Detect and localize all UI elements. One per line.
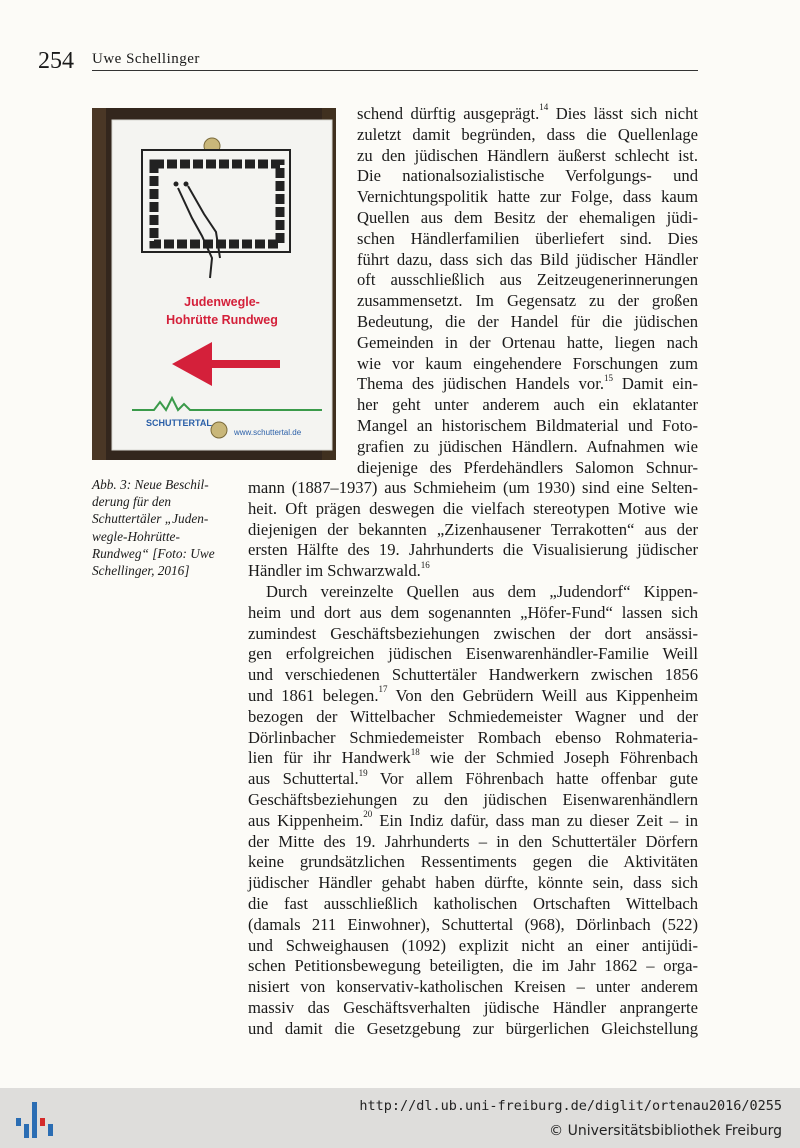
trail-sign-illustration: [92, 108, 336, 460]
text-line: [357, 312, 698, 333]
text-run: Damit ein-: [612, 374, 698, 394]
text-run: Dies lässt sich nicht: [548, 104, 698, 123]
text-run: nisiert von konservativ-katholischen Kreisen – unter anderem: [248, 977, 698, 997]
caption-line: Schellinger, 2016]: [92, 563, 190, 579]
text-run: jüdischer Händler gehabt haben dürfte, könnte sein, dass sich: [248, 873, 698, 893]
text-run: schend dürftig ausgeprägt.: [357, 104, 540, 123]
sign-url: www.schuttertal.de: [234, 428, 302, 437]
text-run: schen Petitionsbewegung beteiligten, die im Jahr 1862 – orga-: [248, 956, 698, 976]
caption-line: Abb. 3: Neue Beschil-: [92, 477, 209, 492]
text-line: [248, 998, 698, 1019]
text-run: Thema des jüdischen Handels vor.: [357, 374, 604, 394]
text-run: und damit die Gesetzgebung zur bürgerlichen Gleichstellung: [248, 1018, 698, 1038]
figure-photo: [92, 108, 336, 460]
header-rule: [92, 70, 698, 71]
text-line: [357, 146, 698, 167]
text-line: [248, 478, 698, 499]
text-run: grafien zu jüdischen Händlern. Aufnahmen wie: [357, 436, 698, 456]
text-line: [357, 354, 698, 375]
text-line: [357, 166, 698, 187]
text-line: [357, 416, 698, 437]
text-run: führt dazu, dass sich das Bild jüdischer Händler: [357, 249, 698, 269]
text-line: [357, 333, 698, 354]
text-line: [357, 250, 698, 271]
text-line: [357, 374, 698, 395]
text-line: [248, 665, 698, 686]
sign-title-line2: Hohrütte Rundweg: [166, 313, 278, 327]
text-run: zumindest Geschäftsbeziehungen zwischen der dort ansässi-: [248, 623, 698, 643]
text-line: [248, 603, 698, 624]
text-line: [357, 458, 698, 479]
text-line: [248, 748, 698, 769]
text-run: die fast ausschließlich katholischen Ortschaften Wittelbach: [248, 894, 698, 913]
running-head-author: Uwe Schellinger: [92, 51, 200, 67]
text-run: ersten Hälfte des 19. Jahrhunderts die Visualisierung jüdischer: [248, 540, 698, 560]
text-line: [357, 270, 698, 291]
text-run: und Schweighausen (1092) explizit nicht an einer antijüdi-: [248, 935, 698, 955]
text-line: [248, 852, 698, 873]
sign-brand: SCHUTTERTAL: [146, 418, 212, 428]
text-line: [357, 229, 698, 250]
viewer-footer: [0, 1088, 800, 1148]
text-line: [248, 832, 698, 853]
text-line: [357, 187, 698, 208]
text-run: der Mitte des 19. Jahrhunderts – in den Schuttertäler Dörfern: [248, 831, 698, 851]
text-run: Quellen aus dem Besitz der ehemaligen jüdi-: [357, 208, 698, 227]
text-line: [248, 624, 698, 645]
text-run: bezogen der Wittelbacher Schmiedemeister Wagner und der: [248, 706, 698, 726]
text-line: [248, 520, 698, 541]
text-run: Vor allem Föhrenbach hatte offenbar gute: [367, 769, 698, 789]
running-header: [38, 48, 698, 72]
text-line: [357, 437, 698, 458]
wegle-logo-dot: [184, 182, 189, 187]
text-run: Durch vereinzelte Quellen aus dem „Judendorf“ Kippen-: [266, 582, 698, 601]
text-line: [357, 395, 698, 416]
text-line: [248, 561, 698, 582]
text-run: mann (1887–1937) aus Schmieheim (um 1930) sind eine Selten-: [248, 478, 698, 497]
footnote-marker: 18: [410, 746, 420, 757]
caption-line: derung für den: [92, 494, 172, 510]
text-line: [248, 936, 698, 957]
text-line: [357, 291, 698, 312]
footnote-marker: 15: [603, 372, 613, 383]
text-line: [248, 977, 698, 998]
ub-freiburg-logo-icon: [14, 1098, 54, 1140]
footnote-marker: 14: [539, 102, 549, 113]
text-line: [248, 894, 698, 915]
text-run: aus Kippenheim.: [248, 810, 364, 830]
text-run: massiv das Geschäftsverhalten jüdische Händler anprangerte: [248, 998, 698, 1017]
text-line: [248, 1019, 698, 1040]
text-run: schen Händlerfamilien überliefert sind. Dies: [357, 228, 698, 248]
text-run: zuletzt damit begründen, dass die Quellenlage: [357, 124, 698, 144]
text-run: diejenigen der bekannten „Zizenhausener Terrakotten“ aus der: [248, 519, 698, 539]
text-run: oft ausschließlich aus Zeitzeugenerinnerungen: [357, 270, 698, 290]
text-run: heim und dort aus dem sogenannten „Höfer-Fund“ lassen sich: [248, 602, 698, 622]
text-run: Von den Gebrüdern Weill aus Kippenheim: [387, 686, 698, 705]
text-run: her geht unter anderem auch ein eklatanter: [357, 395, 698, 415]
wood-grain-left: [92, 108, 106, 460]
text-line: [248, 915, 698, 936]
text-run: Händler im Schwarzwald.: [248, 561, 421, 581]
text-line: [248, 499, 698, 520]
text-line: [248, 644, 698, 665]
text-run: und 1861 belegen.: [248, 686, 379, 705]
caption-line: Schuttertäler „Juden-: [92, 511, 209, 527]
wegle-logo-dot: [174, 182, 179, 187]
text-run: Vernichtungspolitik hatte zur Folge, dass kaum: [357, 187, 698, 207]
text-run: zusammensetzt. Im Gegensatz zu der großen: [357, 291, 698, 311]
footnote-marker: 16: [420, 559, 430, 570]
footnote-marker: 20: [363, 809, 373, 820]
footnote-marker: 17: [378, 684, 388, 695]
text-run: Geschäftsbeziehungen zu den jüdischen Eisenwarenhändlern: [248, 790, 698, 809]
text-line: [248, 790, 698, 811]
text-line: [248, 707, 698, 728]
text-line: [357, 125, 698, 146]
text-line: [357, 208, 698, 229]
screw-icon: [211, 422, 227, 438]
text-run: zu den jüdischen Händlern äußerst schlecht ist.: [357, 145, 698, 165]
text-run: diejenige des Pferdehändlers Salomon Schnur-: [357, 457, 698, 477]
text-run: (damals 211 Einwohner), Schuttertal (968), Dörlinbach (522): [248, 914, 698, 934]
text-line: [248, 956, 698, 977]
text-run: Die nationalsozialistische Verfolgungs- und: [357, 166, 698, 186]
text-run: Bedeutung, die der Handel für die jüdischen: [357, 312, 698, 331]
copyright-notice: © Universitätsbibliothek Freiburg: [549, 1123, 782, 1139]
text-line: [248, 873, 698, 894]
footnote-marker: 19: [358, 767, 368, 778]
text-run: lien für ihr Handwerk: [248, 748, 411, 768]
text-line: [248, 540, 698, 561]
text-run: wie vor kaum eingehendere Forschungen zum: [357, 353, 698, 373]
text-run: Ein Indiz dafür, dass man zu dieser Zeit – in: [372, 810, 698, 830]
text-line: [357, 104, 698, 125]
text-line: [248, 686, 698, 707]
text-run: keine grundsätzlichen Ressentiments gegen die Aktivitäten: [248, 852, 698, 872]
text-line: [248, 728, 698, 749]
source-url-link[interactable]: http://dl.ub.uni-freiburg.de/diglit/ortenau2016/0255: [359, 1098, 782, 1114]
text-run: und verschiedenen Schuttertäler Handwerkern zwischen 1856: [248, 665, 698, 685]
text-run: wie der Schmied Joseph Föhrenbach: [419, 748, 698, 768]
text-run: Dörlinbacher Schmiedemeister Rombach ebenso Rohmateria-: [248, 727, 698, 747]
page-number: 254: [38, 48, 74, 74]
caption-line: Rundweg“ [Foto: Uwe: [92, 545, 215, 561]
text-run: gen erfolgreichen jüdischen Eisenwarenhändler-Familie Weill: [248, 644, 698, 664]
figure-caption: [92, 476, 237, 579]
text-run: Mangel an historischem Bildmaterial und Foto-: [357, 416, 698, 435]
text-line: [248, 769, 698, 790]
text-line: [248, 811, 698, 832]
sign-title-line1: Judenwegle-: [184, 295, 260, 309]
text-run: heit. Oft prägen deswegen die vielfach stereotypen Motive wie: [248, 498, 698, 518]
text-run: aus Schuttertal.: [248, 769, 359, 789]
text-run: Gemeinden in der Ortenau hatte, liegen nach: [357, 332, 698, 352]
caption-line: wegle-Hohrütte-: [92, 528, 180, 544]
text-line: [248, 582, 698, 603]
